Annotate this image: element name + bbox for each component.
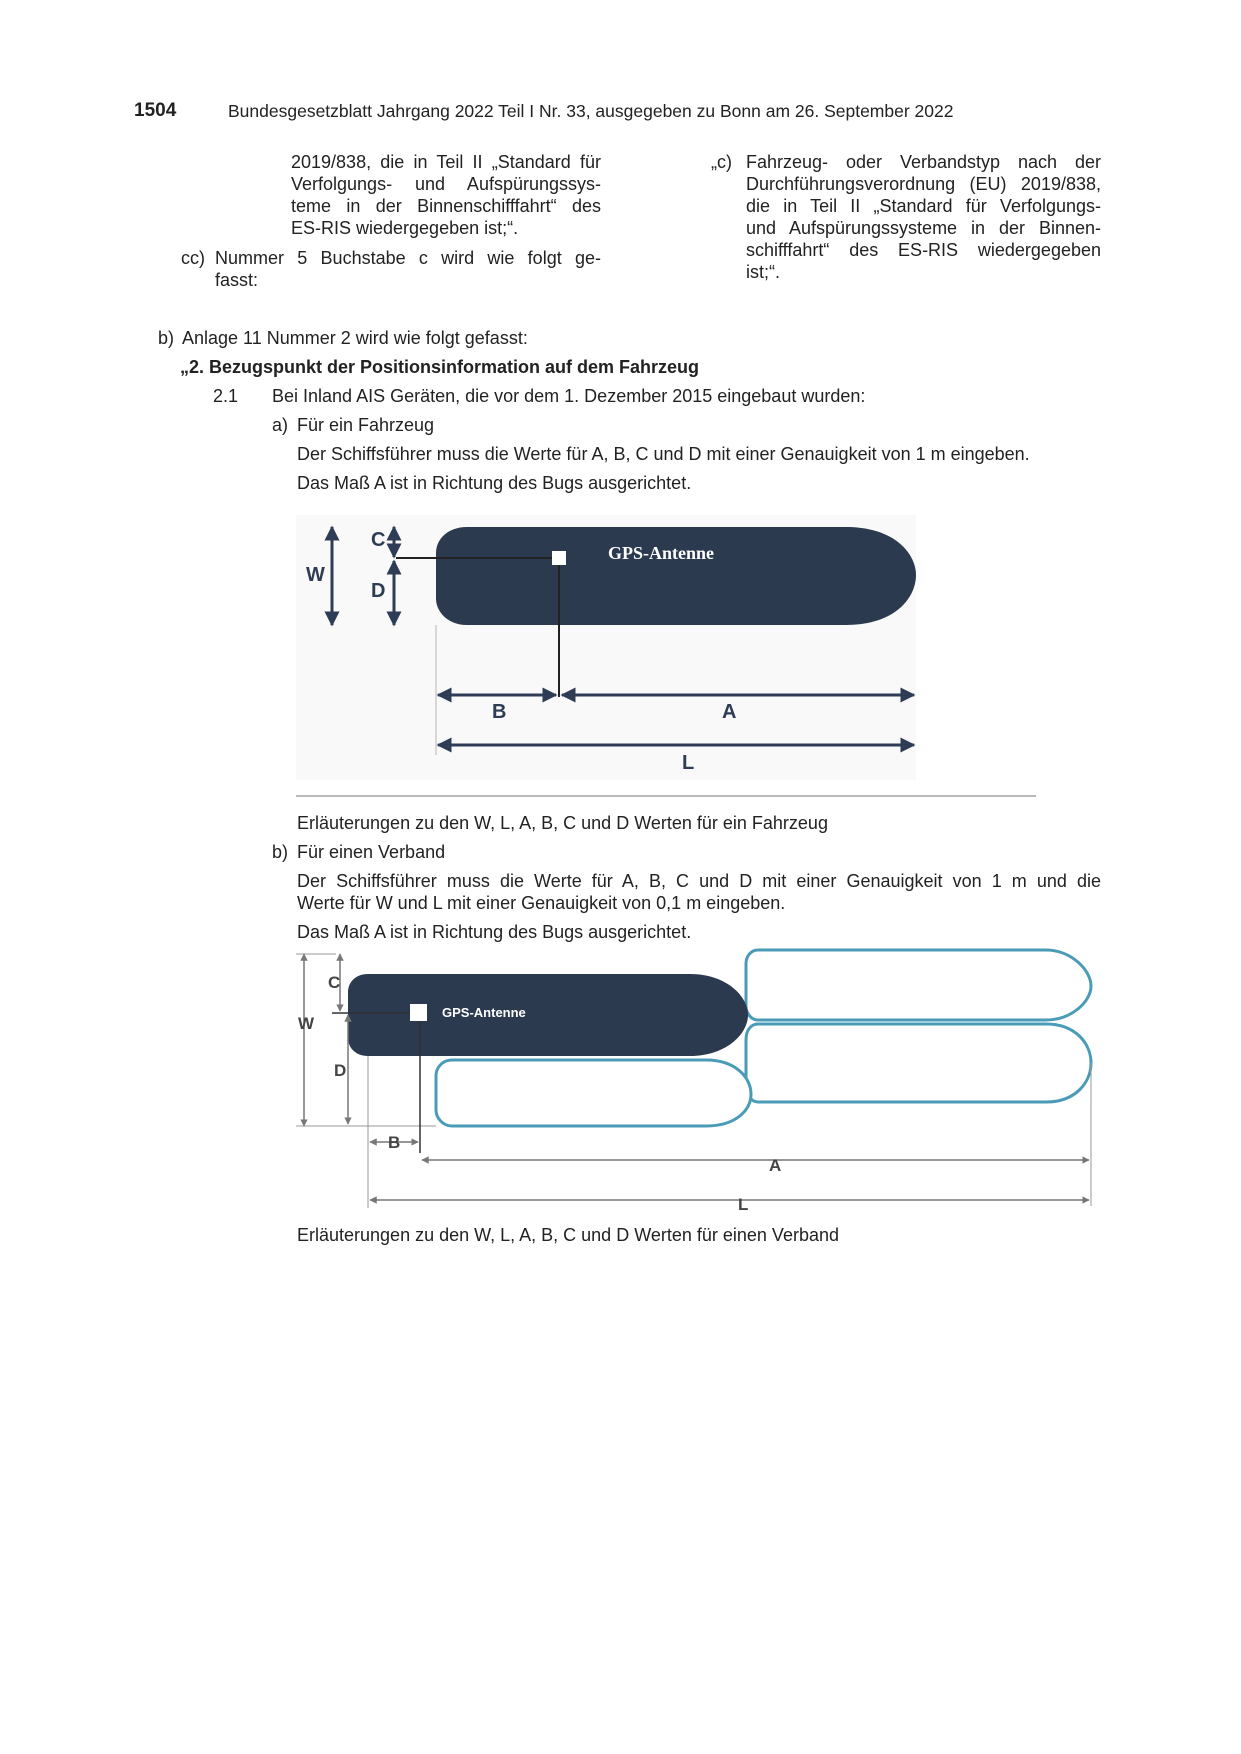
vessel-diagram [296, 515, 1056, 800]
convoy-diagram [296, 948, 1096, 1213]
left-col-line: ES-RIS wiedergegeben ist;“. [291, 218, 519, 238]
l-label: L [738, 1195, 749, 1213]
left-col-line: Verfolgungs- und Aufspürungssys- [291, 174, 601, 194]
vessel-hull [348, 974, 748, 1056]
item-a-label: a) [272, 415, 289, 435]
cc-line: Nummer 5 Buchstabe c wird wie folgt ge- [215, 248, 601, 268]
antenna-label: GPS-Antenne [442, 1005, 526, 1020]
right-col-line: Durchführungsverordnung (EU) 2019/838, [746, 174, 1101, 194]
figure2-caption: Erläuterungen zu den W, L, A, B, C und D Werten für einen Verband [297, 1225, 839, 1245]
convoy-vessel-outline [436, 1060, 751, 1126]
item-2-1-label: 2.1 [213, 386, 239, 406]
c-label: C [371, 529, 386, 551]
a-label: A [722, 701, 737, 723]
section-heading: „2. Bezugspunkt der Positionsinformation auf dem Fahrzeug [180, 357, 700, 377]
right-col-line: die in Teil II „Standard für Verfolgungs- [746, 196, 1101, 216]
b-label: B [492, 701, 507, 723]
right-col-line: ist;“. [746, 262, 780, 282]
item-2-1-text: Bei Inland AIS Geräten, die vor dem 1. Dezember 2015 eingebaut wurden: [272, 386, 866, 406]
cc-line: fasst: [215, 270, 259, 290]
antenna-label: GPS-Antenne [608, 543, 715, 563]
item-b-paragraph: Das Maß A ist in Richtung des Bugs ausgerichtet. [297, 922, 692, 942]
page-number: 1504 [134, 100, 177, 121]
item-b-label: b) [272, 842, 289, 862]
c-label: C [328, 973, 341, 992]
d-label: D [334, 1061, 347, 1080]
section-b-label: b) [158, 328, 175, 348]
item-a-paragraph: Das Maß A ist in Richtung des Bugs ausgerichtet. [297, 473, 692, 493]
left-col-line: teme in der Binnenschifffahrt“ des [291, 196, 601, 216]
convoy-vessel-outline [746, 950, 1091, 1020]
w-label: W [306, 564, 325, 586]
item-a-paragraph: Der Schiffsführer muss die Werte für A, B, C und D mit einer Genauigkeit von 1 m eingeben. [297, 444, 1030, 464]
item-b-paragraph: Der Schiffsführer muss die Werte für A, B, C und D mit einer Genauigkeit von 1 m und die [297, 871, 1101, 891]
c-label: „c) [711, 152, 732, 172]
cc-label: cc) [181, 248, 205, 268]
item-b-paragraph: Werte für W und L mit einer Genauigkeit von 0,1 m eingeben. [297, 893, 786, 913]
item-a-title: Für ein Fahrzeug [297, 415, 435, 435]
convoy-vessel-outline [746, 1024, 1091, 1102]
antenna-marker [410, 1004, 427, 1021]
d-label: D [371, 580, 386, 602]
b-label: B [388, 1133, 401, 1152]
right-col-line: schifffahrt“ des ES-RIS wiedergegeben [746, 240, 1101, 260]
antenna-marker [552, 551, 566, 565]
header-title: Bundesgesetzblatt Jahrgang 2022 Teil I Nr. 33, ausgegeben zu Bonn am 26. September 2022 [228, 101, 954, 121]
figure1-caption: Erläuterungen zu den W, L, A, B, C und D Werten für ein Fahrzeug [297, 813, 828, 833]
l-label: L [682, 752, 695, 774]
vessel-hull [436, 527, 916, 625]
left-col-line: 2019/838, die in Teil II „Standard für [291, 152, 601, 172]
item-b-title: Für einen Verband [297, 842, 446, 862]
right-col-line: und Aufspürungssysteme in der Binnen- [746, 218, 1101, 238]
a-label: A [769, 1156, 782, 1175]
w-label: W [298, 1014, 315, 1033]
right-col-line: Fahrzeug- oder Verbandstyp nach der [746, 152, 1101, 172]
section-b-text: Anlage 11 Nummer 2 wird wie folgt gefasst: [182, 328, 528, 348]
